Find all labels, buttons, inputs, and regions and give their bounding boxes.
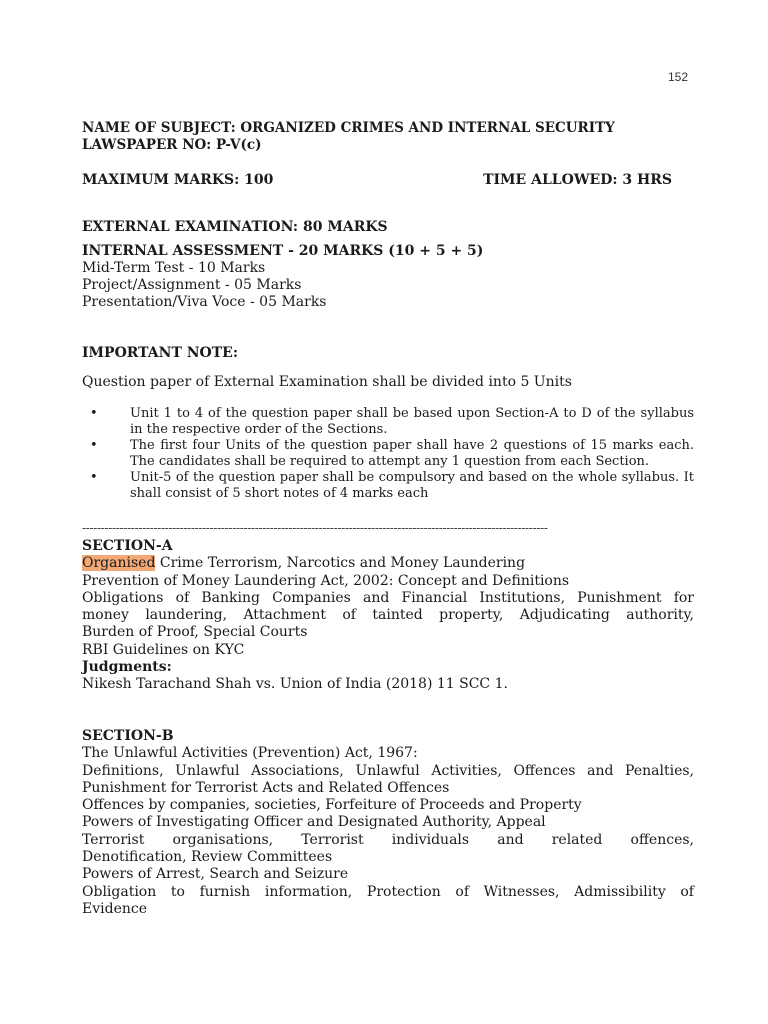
dashed-divider: ----------------------------------------------------------------------------------------------------------------------------	[82, 521, 548, 535]
bullet-icon: •	[90, 438, 98, 453]
section-b-line: Powers of Investigating Officer and Designated Authority, Appeal	[82, 814, 546, 831]
judgments-heading: Judgments:	[82, 659, 172, 676]
important-note-heading: IMPORTANT NOTE:	[82, 345, 239, 361]
internal-item: Presentation/Viva Voce - 05 Marks	[82, 294, 327, 310]
section-a-line: Burden of Proof, Special Courts	[82, 624, 308, 641]
internal-assessment-heading: INTERNAL ASSESSMENT - 20 MARKS (10 + 5 + 5)	[82, 243, 484, 259]
section-b-line: The Unlawful Activities (Prevention) Act, 1967:	[82, 745, 418, 762]
section-b-title: SECTION-B	[82, 728, 174, 744]
section-b-line: Offences by companies, societies, Forfeiture of Proceeds and Property	[82, 797, 582, 814]
section-a-line: money laundering, Attachment of tainted property, Adjudicating authority,	[82, 607, 694, 624]
section-b-line: Denotification, Review Committees	[82, 849, 333, 866]
subject-header	[82, 120, 615, 154]
section-a-first-line	[82, 555, 694, 572]
section-b-line: Terrorist organisations, Terrorist individuals and related offences,	[82, 831, 694, 848]
section-b-line: Definitions, Unlawful Associations, Unlawful Activities, Offences and Penalties,	[82, 762, 694, 779]
internal-item: Project/Assignment - 05 Marks	[82, 277, 302, 293]
section-b-line: Evidence	[82, 900, 147, 917]
marks-row	[82, 172, 672, 188]
bullet-icon: •	[90, 470, 98, 485]
bullet-text: Unit-5 of the question paper shall be compulsory and based on the whole syllabus. It shall consist of 5 short notes of 4 marks each	[130, 470, 694, 501]
judgment-item: Nikesh Tarachand Shah vs. Union of India (2018) 11 SCC 1.	[82, 676, 508, 693]
list-item	[82, 470, 694, 502]
list-item	[82, 406, 694, 438]
maximum-marks: MAXIMUM MARKS: 100	[82, 172, 274, 188]
bullet-icon: •	[90, 406, 98, 421]
section-a-line: Obligations of Banking Companies and Financial Institutions, Punishment for	[82, 589, 694, 606]
section-a-line: Prevention of Money Laundering Act, 2002: Concept and Definitions	[82, 572, 570, 589]
section-a-title: SECTION-A	[82, 538, 173, 554]
time-allowed: TIME ALLOWED: 3 HRS	[483, 172, 672, 188]
note-bullet-list	[82, 406, 694, 502]
page-number: 152	[667, 70, 688, 84]
first-line-rest: Crime Terrorism, Narcotics and Money Laundering	[155, 555, 526, 572]
section-b-line: Obligation to furnish information, Protection of Witnesses, Admissibility of	[82, 883, 694, 900]
bullet-text: Unit 1 to 4 of the question paper shall be based upon Section-A to D of the syllabus in the respective order of the Sections.	[130, 406, 694, 437]
internal-assessment	[82, 243, 483, 311]
bullet-text: The first four Units of the question paper shall have 2 questions of 15 marks each. The candidates shall be required to attempt any 1 question from each Section.	[130, 438, 694, 469]
external-examination: EXTERNAL EXAMINATION: 80 MARKS	[82, 219, 388, 235]
paper-number: LAWSPAPER NO: P-V(c)	[82, 137, 262, 153]
highlighted-word: Organised	[82, 555, 156, 572]
subject-name: NAME OF SUBJECT: ORGANIZED CRIMES AND INTERNAL SECURITY	[82, 120, 615, 136]
section-a-line: RBI Guidelines on KYC	[82, 641, 245, 658]
important-note-intro: Question paper of External Examination shall be divided into 5 Units	[82, 374, 572, 390]
section-b	[82, 728, 694, 918]
section-b-line: Punishment for Terrorist Acts and Related Offences	[82, 779, 450, 796]
section-b-line: Powers of Arrest, Search and Seizure	[82, 866, 349, 883]
internal-item: Mid-Term Test - 10 Marks	[82, 260, 266, 276]
section-a	[82, 538, 694, 694]
list-item	[82, 438, 694, 470]
